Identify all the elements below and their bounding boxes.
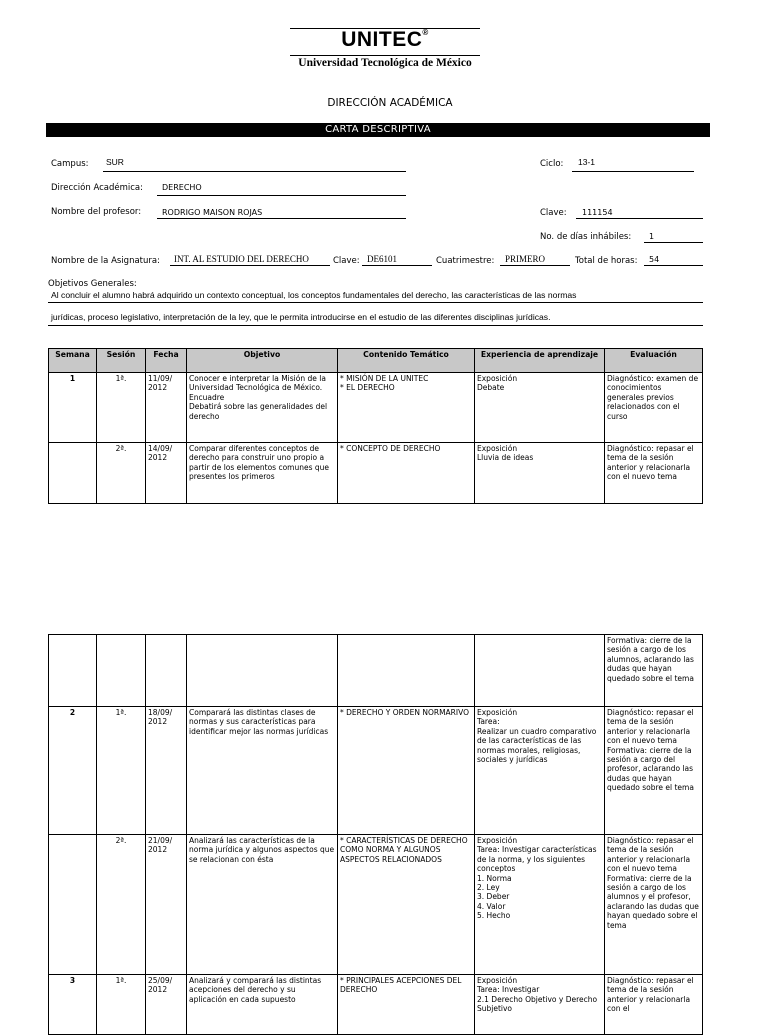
profesor-underline [157,218,406,219]
clave-label: Clave: [540,208,567,218]
dias-inhabiles-value: 1 [649,232,655,241]
logo-name: UNITEC [341,28,423,51]
objetivos-label: Objetivos Generales: [48,279,137,289]
table-row [49,707,703,835]
cell-contenido: * PRINCIPALES ACEPCIONES DEL DERECHO [338,975,475,1035]
asignatura-label: Nombre de la Asignatura: [51,256,160,266]
objetivos-underline-2 [48,325,703,326]
cell-semana: 3 [49,975,97,1035]
cell-contenido: * CONCEPTO DE DERECHO [338,443,475,504]
cell-evaluacion: Diagnóstico: repasar el tema de la sesión anterior y relacionarla con el nuevo tema [605,443,703,504]
cell-contenido: * DERECHO Y ORDEN NORMARIVO [338,707,475,835]
asignatura-clave-underline [362,265,432,266]
header-fecha: Fecha [146,349,187,373]
cell-experiencia: Exposición Tarea: Investigar características de la norma, y los siguientes conceptos 1. Norma 2. Ley 3. Deber 4. Valor 5. Hecho [475,835,605,975]
cell-fecha: 18/09/ 2012 [146,707,187,835]
cell-evaluacion: Diagnóstico: repasar el tema de la sesión anterior y relacionarla con el [605,975,703,1035]
course-schedule-table-page-1 [48,348,703,504]
cell-sesion: 2ª. [97,443,146,504]
cell-contenido: * CARACTERÍSTICAS DE DERECHO COMO NORMA Y ALGUNOS ASPECTOS RELACIONADOS [338,835,475,975]
course-schedule-table-page-2 [48,634,703,1035]
cuatrimestre-value: PRIMERO [505,254,546,264]
cell-semana [49,635,97,707]
cell-experiencia [475,635,605,707]
cell-objetivo: Conocer e interpretar la Misión de la Universidad Tecnológica de México. Encuadre Debatirá sobre las generalidades del derecho [187,373,338,443]
cell-fecha [146,635,187,707]
document-title-bar: CARTA DESCRIPTIVA [46,123,710,137]
profesor-label: Nombre del profesor: [51,207,142,217]
dias-inhabiles-label: No. de días inhábiles: [540,232,632,242]
cell-objetivo: Comparará las distintas clases de normas y sus características para identificar mejor las normas jurídicas [187,707,338,835]
campus-value: SUR [106,157,124,167]
ciclo-label: Ciclo: [540,159,564,169]
header-experiencia: Experiencia de aprendizaje [475,349,605,373]
cell-semana: 2 [49,707,97,835]
table-header-row [49,349,703,373]
ciclo-value: 13-1 [578,157,596,167]
cell-semana [49,443,97,504]
cell-sesion: 2ª. [97,835,146,975]
header-sesion: Sesión [97,349,146,373]
header-semana: Semana [49,349,97,373]
table-row [49,373,703,443]
cell-sesion [97,635,146,707]
cell-semana [49,835,97,975]
cell-evaluacion: Diagnóstico: examen de conocimientos generales previos relacionados con el curso [605,373,703,443]
total-horas-label: Total de horas: [575,256,638,266]
cell-sesion: 1ª. [97,975,146,1035]
campus-label: Campus: [51,159,89,169]
objetivos-line-1: Al concluir el alumno habrá adquirido un contexto conceptual, los conceptos fundamentales del derecho, las características de las normas [51,290,577,300]
campus-underline [103,171,406,172]
asignatura-underline [170,265,330,266]
cell-fecha: 25/09/ 2012 [146,975,187,1035]
table-row [49,835,703,975]
logo-subtitle: Universidad Tecnológica de México [298,57,472,69]
asignatura-value: INT. AL ESTUDIO DEL DERECHO [174,254,309,264]
asignatura-clave-value: DE6101 [367,254,397,264]
cell-fecha: 11/09/ 2012 [146,373,187,443]
direccion-label: Dirección Académica: [51,183,144,193]
cell-objetivo: Analizará y comparará las distintas acepciones del derecho y su aplicación en cada supuesto [187,975,338,1035]
direccion-value: DERECHO [162,183,202,192]
clave-underline [576,218,703,219]
logo-registered-mark: ® [422,28,429,37]
cell-sesion: 1ª. [97,373,146,443]
total-horas-value: 54 [649,255,660,264]
asignatura-clave-label: Clave: [333,256,360,266]
logo-bottom-rule [290,55,480,56]
objetivos-line-2: jurídicas, proceso legislativo, interpretación de la ley, que le permita introducirse en el estudio de las diferentes disciplinas jurídicas. [51,312,551,322]
ciclo-underline [572,171,694,172]
cell-objetivo [187,635,338,707]
cell-experiencia: Exposición Debate [475,373,605,443]
clave-value: 111154 [582,208,613,217]
dias-inhabiles-underline [644,242,703,243]
cell-evaluacion: Diagnóstico: repasar el tema de la sesión anterior y relacionarla con el nuevo tema Formativa: cierre de la sesión a cargo de los alumnos y el profesor, aclarando las dudas que hayan quedado sobre el tema [605,835,703,975]
cell-evaluacion: Diagnóstico: repasar el tema de la sesión anterior y relacionarla con el nuevo tema Formativa: cierre de la sesión a cargo del profesor, aclarando las dudas que hayan quedado sobre el tema [605,707,703,835]
cell-sesion: 1ª. [97,707,146,835]
direction-title: DIRECCIÓN ACADÉMICA [327,97,453,109]
header-contenido: Contenido Temático [338,349,475,373]
cell-fecha: 21/09/ 2012 [146,835,187,975]
cell-objetivo: Comparar diferentes conceptos de derecho para construir uno propio a partir de los elementos comunes que presentes los primeros [187,443,338,504]
cell-fecha: 14/09/ 2012 [146,443,187,504]
cell-experiencia: Exposición Tarea: Realizar un cuadro comparativo de las características de las normas morales, religiosas, sociales y jurídicas [475,707,605,835]
cell-semana: 1 [49,373,97,443]
cell-contenido: * MISIÓN DE LA UNITEC * EL DERECHO [338,373,475,443]
header-evaluacion: Evaluación [605,349,703,373]
cell-contenido [338,635,475,707]
total-horas-underline [644,265,703,266]
table-row [49,443,703,504]
table-row [49,635,703,707]
cell-evaluacion: Formativa: cierre de la sesión a cargo de los alumnos, aclarando las dudas que hayan quedado sobre el tema [605,635,703,707]
cuatrimestre-underline [500,265,570,266]
header-objetivo: Objetivo [187,349,338,373]
direccion-underline [157,195,406,196]
unitec-logo [300,28,470,52]
cuatrimestre-label: Cuatrimestre: [436,256,495,266]
objetivos-underline-1 [48,302,703,303]
profesor-value: RODRIGO MAISON ROJAS [162,208,263,217]
cell-objetivo: Analizará las características de la norma jurídica y algunos aspectos que se relacionan con ésta [187,835,338,975]
cell-experiencia: Exposición Lluvia de ideas [475,443,605,504]
table-row [49,975,703,1035]
cell-experiencia: Exposición Tarea: Investigar 2.1 Derecho Objetivo y Derecho Subjetivo [475,975,605,1035]
